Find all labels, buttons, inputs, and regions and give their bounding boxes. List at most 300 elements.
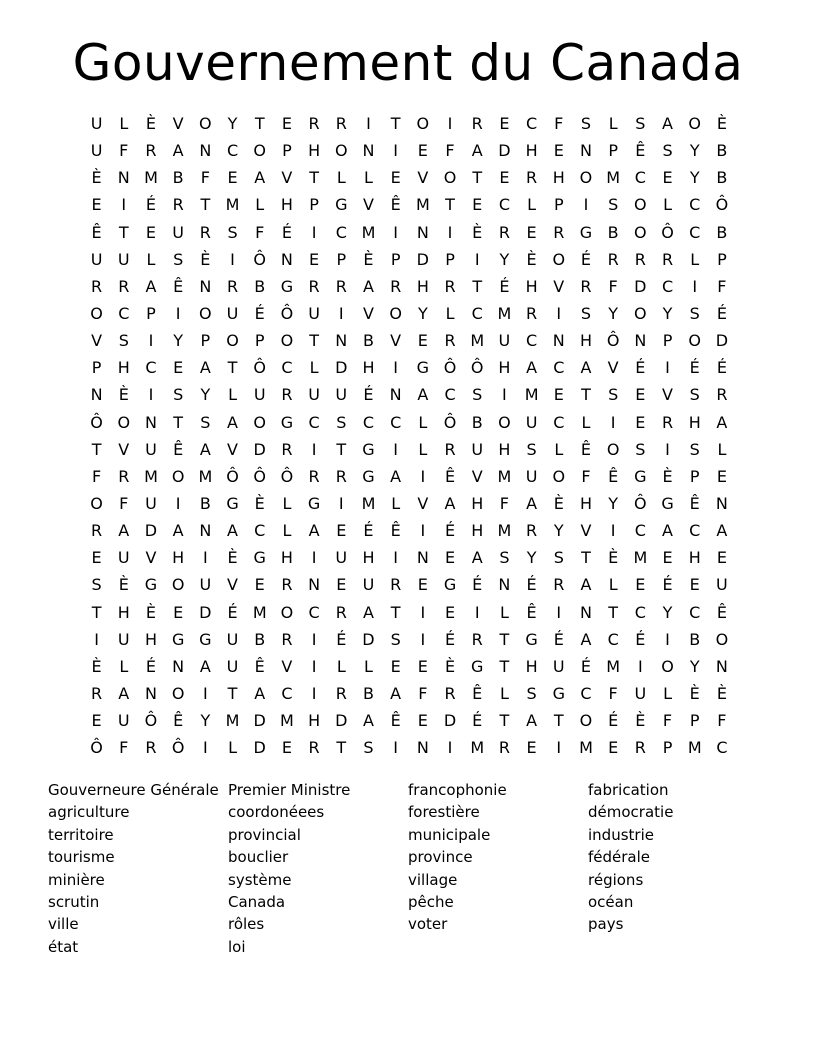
grid-cell[interactable]: U bbox=[117, 711, 130, 731]
grid-cell[interactable]: H bbox=[280, 548, 293, 568]
grid-cell[interactable]: È bbox=[635, 711, 646, 731]
grid-cell[interactable]: H bbox=[416, 276, 429, 296]
grid-cell[interactable]: U bbox=[335, 548, 348, 568]
grid-cell[interactable]: F bbox=[499, 493, 509, 513]
grid-cell[interactable]: C bbox=[634, 602, 646, 622]
grid-cell[interactable]: S bbox=[580, 303, 592, 323]
grid-cell[interactable]: E bbox=[145, 222, 157, 242]
grid-cell[interactable]: T bbox=[336, 738, 347, 758]
grid-cell[interactable]: E bbox=[716, 466, 727, 486]
grid-cell[interactable]: S bbox=[91, 575, 102, 595]
grid-cell[interactable]: N bbox=[172, 656, 185, 676]
grid-cell[interactable]: B bbox=[471, 412, 483, 432]
grid-cell[interactable]: Y bbox=[553, 521, 564, 541]
grid-cell[interactable]: É bbox=[662, 575, 673, 595]
grid-cell[interactable]: I bbox=[393, 548, 399, 568]
grid-cell[interactable]: I bbox=[692, 276, 698, 296]
grid-cell[interactable]: É bbox=[553, 629, 564, 649]
grid-cell[interactable]: R bbox=[526, 521, 538, 541]
grid-cell[interactable]: G bbox=[443, 575, 457, 595]
grid-cell[interactable]: M bbox=[497, 466, 512, 486]
grid-cell[interactable]: O bbox=[498, 412, 511, 432]
grid-cell[interactable]: I bbox=[366, 114, 371, 133]
grid-cell[interactable]: V bbox=[607, 358, 619, 378]
grid-cell[interactable]: L bbox=[309, 358, 319, 378]
grid-cell[interactable]: É bbox=[363, 521, 374, 541]
grid-cell[interactable]: F bbox=[200, 168, 210, 188]
grid-cell[interactable]: C bbox=[553, 412, 565, 432]
grid-cell[interactable]: D bbox=[253, 439, 266, 459]
grid-cell[interactable]: O bbox=[443, 168, 457, 188]
grid-cell[interactable]: I bbox=[420, 466, 426, 486]
grid-cell[interactable]: R bbox=[444, 276, 456, 296]
grid-cell[interactable]: A bbox=[580, 629, 592, 649]
grid-cell[interactable]: O bbox=[253, 141, 267, 161]
grid-cell[interactable]: I bbox=[556, 303, 562, 323]
grid-cell[interactable]: É bbox=[145, 656, 157, 676]
grid-cell[interactable]: F bbox=[119, 738, 129, 758]
grid-cell[interactable]: I bbox=[393, 222, 399, 242]
grid-cell[interactable]: Ô bbox=[443, 358, 457, 378]
grid-cell[interactable]: Ê bbox=[173, 711, 184, 731]
grid-cell[interactable]: H bbox=[308, 711, 321, 731]
grid-cell[interactable]: S bbox=[662, 141, 673, 161]
grid-cell[interactable]: É bbox=[472, 575, 483, 595]
grid-cell[interactable]: B bbox=[689, 629, 701, 649]
grid-cell[interactable]: S bbox=[526, 439, 537, 459]
grid-cell[interactable]: B bbox=[172, 168, 184, 188]
grid-cell[interactable]: O bbox=[552, 249, 566, 269]
grid-cell[interactable]: H bbox=[471, 493, 484, 513]
grid-cell[interactable]: E bbox=[472, 195, 483, 215]
grid-cell[interactable]: Ô bbox=[661, 222, 674, 242]
grid-cell[interactable]: L bbox=[119, 656, 129, 676]
grid-cell[interactable]: L bbox=[364, 168, 373, 188]
grid-cell[interactable]: R bbox=[281, 629, 293, 649]
grid-cell[interactable]: E bbox=[417, 575, 428, 595]
grid-cell[interactable]: M bbox=[415, 195, 430, 215]
grid-cell[interactable]: É bbox=[444, 629, 456, 649]
grid-cell[interactable]: E bbox=[254, 575, 265, 595]
grid-cell[interactable]: R bbox=[471, 629, 483, 649]
grid-cell[interactable]: I bbox=[202, 683, 208, 703]
grid-cell[interactable]: O bbox=[634, 222, 647, 242]
grid-cell[interactable]: É bbox=[580, 656, 592, 676]
grid-cell[interactable]: N bbox=[416, 738, 429, 758]
grid-cell[interactable]: S bbox=[608, 195, 619, 215]
grid-cell[interactable]: I bbox=[311, 439, 317, 459]
grid-cell[interactable]: G bbox=[335, 195, 348, 215]
grid-cell[interactable]: O bbox=[389, 303, 402, 323]
grid-cell[interactable]: E bbox=[336, 575, 347, 595]
grid-cell[interactable]: C bbox=[335, 222, 347, 242]
grid-cell[interactable]: G bbox=[144, 575, 158, 595]
grid-cell[interactable]: V bbox=[417, 493, 429, 513]
grid-cell[interactable]: C bbox=[689, 195, 701, 215]
grid-cell[interactable]: L bbox=[228, 385, 237, 405]
grid-cell[interactable]: A bbox=[471, 548, 483, 568]
grid-cell[interactable]: R bbox=[661, 249, 674, 269]
grid-cell[interactable]: R bbox=[335, 683, 347, 703]
grid-cell[interactable]: Ê bbox=[390, 521, 401, 541]
grid-cell[interactable]: V bbox=[362, 303, 374, 323]
grid-cell[interactable]: L bbox=[364, 656, 373, 676]
grid-cell[interactable]: V bbox=[471, 466, 483, 486]
grid-cell[interactable]: R bbox=[553, 575, 565, 595]
grid-cell[interactable]: R bbox=[390, 276, 402, 296]
grid-cell[interactable]: N bbox=[199, 276, 212, 296]
grid-cell[interactable]: H bbox=[552, 168, 565, 188]
grid-cell[interactable]: E bbox=[417, 656, 428, 676]
grid-cell[interactable]: G bbox=[280, 412, 294, 432]
grid-cell[interactable]: Ô bbox=[253, 358, 267, 378]
grid-cell[interactable]: H bbox=[471, 521, 484, 541]
grid-cell[interactable]: T bbox=[254, 114, 265, 133]
grid-cell[interactable]: H bbox=[579, 493, 592, 513]
grid-cell[interactable]: I bbox=[420, 521, 426, 541]
grid-cell[interactable]: B bbox=[254, 629, 266, 649]
grid-cell[interactable]: E bbox=[281, 738, 292, 758]
grid-cell[interactable]: M bbox=[280, 711, 294, 731]
grid-cell[interactable]: G bbox=[634, 466, 647, 486]
grid-cell[interactable]: O bbox=[90, 303, 103, 323]
grid-cell[interactable]: N bbox=[579, 141, 592, 161]
grid-cell[interactable]: O bbox=[280, 331, 294, 351]
grid-cell[interactable]: V bbox=[281, 168, 293, 188]
grid-cell[interactable]: R bbox=[661, 412, 674, 432]
grid-cell[interactable]: S bbox=[390, 629, 401, 649]
grid-cell[interactable]: M bbox=[252, 602, 267, 622]
grid-cell[interactable]: I bbox=[420, 629, 426, 649]
grid-cell[interactable]: I bbox=[175, 493, 181, 513]
grid-cell[interactable]: G bbox=[362, 466, 375, 486]
grid-cell[interactable]: U bbox=[90, 249, 103, 269]
grid-cell[interactable]: S bbox=[200, 412, 211, 432]
grid-cell[interactable]: O bbox=[226, 331, 239, 351]
grid-cell[interactable]: T bbox=[472, 276, 483, 296]
grid-cell[interactable]: U bbox=[117, 548, 130, 568]
grid-cell[interactable]: D bbox=[335, 358, 348, 378]
grid-cell[interactable]: Ê bbox=[608, 466, 619, 486]
grid-cell[interactable]: Ô bbox=[226, 466, 239, 486]
grid-cell[interactable]: I bbox=[502, 385, 507, 405]
grid-cell[interactable]: È bbox=[716, 114, 727, 133]
grid-cell[interactable]: B bbox=[716, 222, 728, 242]
grid-cell[interactable]: I bbox=[637, 656, 643, 676]
grid-cell[interactable]: R bbox=[91, 683, 103, 703]
grid-cell[interactable]: U bbox=[226, 629, 239, 649]
grid-cell[interactable]: Y bbox=[173, 331, 184, 351]
grid-cell[interactable]: C bbox=[661, 276, 674, 296]
grid-cell[interactable]: I bbox=[474, 602, 480, 622]
grid-cell[interactable]: L bbox=[554, 439, 564, 459]
grid-cell[interactable]: E bbox=[444, 602, 456, 622]
grid-cell[interactable]: È bbox=[608, 548, 619, 568]
grid-cell[interactable]: V bbox=[91, 331, 103, 351]
grid-cell[interactable]: U bbox=[145, 439, 157, 459]
grid-cell[interactable]: A bbox=[362, 711, 374, 731]
grid-cell[interactable]: U bbox=[145, 493, 157, 513]
grid-cell[interactable]: D bbox=[253, 738, 266, 758]
grid-cell[interactable]: B bbox=[716, 168, 728, 188]
grid-cell[interactable]: T bbox=[336, 439, 347, 459]
grid-cell[interactable]: T bbox=[390, 114, 401, 133]
grid-cell[interactable]: C bbox=[226, 141, 239, 161]
grid-cell[interactable]: N bbox=[144, 683, 157, 703]
grid-cell[interactable]: É bbox=[526, 575, 537, 595]
grid-cell[interactable]: G bbox=[552, 683, 565, 703]
grid-cell[interactable]: E bbox=[417, 711, 428, 731]
grid-cell[interactable]: O bbox=[579, 711, 593, 731]
grid-cell[interactable]: Ê bbox=[390, 711, 401, 731]
grid-cell[interactable]: R bbox=[444, 683, 456, 703]
grid-cell[interactable]: M bbox=[606, 168, 621, 188]
grid-cell[interactable]: V bbox=[362, 195, 374, 215]
grid-cell[interactable]: O bbox=[661, 656, 674, 676]
grid-cell[interactable]: L bbox=[418, 412, 428, 432]
grid-cell[interactable]: N bbox=[144, 412, 157, 432]
grid-cell[interactable]: H bbox=[525, 276, 538, 296]
grid-cell[interactable]: O bbox=[606, 439, 620, 459]
grid-cell[interactable]: Y bbox=[200, 385, 211, 405]
grid-cell[interactable]: G bbox=[171, 629, 185, 649]
grid-cell[interactable]: Y bbox=[417, 303, 428, 323]
grid-cell[interactable]: P bbox=[282, 141, 292, 161]
grid-cell[interactable]: U bbox=[471, 439, 484, 459]
grid-cell[interactable]: U bbox=[525, 466, 538, 486]
grid-cell[interactable]: E bbox=[91, 548, 102, 568]
grid-cell[interactable]: C bbox=[362, 412, 375, 432]
grid-cell[interactable]: A bbox=[227, 412, 238, 432]
grid-cell[interactable]: C bbox=[716, 738, 728, 758]
grid-cell[interactable]: T bbox=[581, 385, 591, 405]
grid-cell[interactable]: H bbox=[308, 141, 321, 161]
grid-cell[interactable]: O bbox=[552, 466, 566, 486]
grid-cell[interactable]: L bbox=[228, 738, 237, 758]
grid-cell[interactable]: Y bbox=[689, 141, 700, 161]
grid-cell[interactable]: E bbox=[608, 738, 619, 758]
grid-cell[interactable]: E bbox=[173, 602, 184, 622]
grid-cell[interactable]: É bbox=[444, 521, 456, 541]
grid-cell[interactable]: Y bbox=[662, 602, 673, 622]
grid-cell[interactable]: P bbox=[146, 303, 156, 323]
grid-cell[interactable]: A bbox=[662, 521, 673, 541]
grid-cell[interactable]: N bbox=[362, 141, 375, 161]
grid-cell[interactable]: Ô bbox=[144, 711, 158, 731]
grid-cell[interactable]: R bbox=[335, 114, 347, 133]
grid-cell[interactable]: L bbox=[663, 195, 672, 215]
grid-cell[interactable]: R bbox=[716, 385, 728, 405]
grid-cell[interactable]: L bbox=[255, 195, 265, 215]
grid-cell[interactable]: H bbox=[144, 629, 157, 649]
grid-cell[interactable]: È bbox=[91, 168, 102, 188]
grid-cell[interactable]: C bbox=[526, 114, 538, 133]
grid-cell[interactable]: Y bbox=[499, 249, 510, 269]
grid-cell[interactable]: É bbox=[689, 358, 700, 378]
grid-cell[interactable]: U bbox=[498, 331, 511, 351]
grid-cell[interactable]: E bbox=[499, 168, 510, 188]
grid-cell[interactable]: B bbox=[254, 276, 266, 296]
grid-cell[interactable]: A bbox=[172, 521, 184, 541]
grid-cell[interactable]: I bbox=[121, 195, 127, 215]
grid-cell[interactable]: C bbox=[498, 195, 510, 215]
grid-cell[interactable]: P bbox=[390, 249, 401, 269]
grid-cell[interactable]: M bbox=[144, 466, 158, 486]
grid-cell[interactable]: L bbox=[445, 303, 455, 323]
grid-cell[interactable]: H bbox=[362, 358, 375, 378]
grid-cell[interactable]: É bbox=[363, 385, 374, 405]
grid-cell[interactable]: H bbox=[525, 141, 538, 161]
grid-cell[interactable]: I bbox=[665, 358, 670, 378]
grid-cell[interactable]: D bbox=[715, 331, 729, 351]
grid-cell[interactable]: H bbox=[688, 412, 701, 432]
grid-cell[interactable]: O bbox=[715, 629, 729, 649]
grid-cell[interactable]: M bbox=[606, 656, 621, 676]
grid-cell[interactable]: F bbox=[119, 141, 129, 161]
grid-cell[interactable]: H bbox=[498, 439, 511, 459]
grid-cell[interactable]: N bbox=[498, 575, 511, 595]
grid-cell[interactable]: L bbox=[717, 439, 727, 459]
grid-cell[interactable]: O bbox=[688, 331, 702, 351]
grid-cell[interactable]: O bbox=[253, 412, 267, 432]
grid-cell[interactable]: R bbox=[444, 439, 456, 459]
grid-cell[interactable]: U bbox=[226, 656, 239, 676]
grid-cell[interactable]: G bbox=[525, 629, 538, 649]
grid-cell[interactable]: Ê bbox=[444, 466, 456, 486]
grid-cell[interactable]: I bbox=[393, 439, 399, 459]
grid-cell[interactable]: N bbox=[90, 385, 103, 405]
grid-cell[interactable]: L bbox=[499, 602, 509, 622]
grid-cell[interactable]: I bbox=[556, 738, 562, 758]
grid-cell[interactable]: N bbox=[416, 548, 429, 568]
grid-cell[interactable]: Ô bbox=[606, 331, 620, 351]
grid-cell[interactable]: R bbox=[91, 521, 103, 541]
grid-cell[interactable]: L bbox=[282, 521, 292, 541]
grid-cell[interactable]: I bbox=[230, 249, 235, 269]
grid-cell[interactable]: I bbox=[474, 249, 480, 269]
grid-cell[interactable]: E bbox=[336, 521, 347, 541]
grid-cell[interactable]: V bbox=[390, 331, 402, 351]
grid-cell[interactable]: F bbox=[91, 466, 102, 486]
grid-cell[interactable]: D bbox=[144, 521, 158, 541]
grid-cell[interactable]: V bbox=[118, 439, 130, 459]
grid-cell[interactable]: Ê bbox=[716, 602, 727, 622]
grid-cell[interactable]: É bbox=[716, 303, 727, 323]
grid-cell[interactable]: N bbox=[308, 575, 321, 595]
grid-cell[interactable]: M bbox=[524, 385, 539, 405]
grid-cell[interactable]: R bbox=[553, 222, 565, 242]
grid-cell[interactable]: T bbox=[227, 683, 238, 703]
grid-cell[interactable]: S bbox=[635, 439, 646, 459]
grid-cell[interactable]: C bbox=[607, 629, 619, 649]
grid-cell[interactable]: É bbox=[336, 629, 347, 649]
grid-cell[interactable]: Ô bbox=[443, 412, 457, 432]
grid-cell[interactable]: Ô bbox=[715, 195, 729, 215]
grid-cell[interactable]: P bbox=[336, 249, 347, 269]
grid-cell[interactable]: Ô bbox=[280, 303, 294, 323]
grid-cell[interactable]: E bbox=[635, 412, 646, 432]
grid-cell[interactable]: S bbox=[472, 385, 483, 405]
grid-cell[interactable]: S bbox=[173, 385, 184, 405]
grid-cell[interactable]: Y bbox=[608, 303, 619, 323]
grid-cell[interactable]: C bbox=[281, 683, 293, 703]
grid-cell[interactable]: R bbox=[634, 738, 646, 758]
grid-cell[interactable]: Ê bbox=[689, 493, 700, 513]
grid-cell[interactable]: M bbox=[144, 168, 158, 188]
grid-cell[interactable]: É bbox=[608, 711, 619, 731]
grid-cell[interactable]: C bbox=[634, 168, 646, 188]
grid-cell[interactable]: U bbox=[226, 303, 239, 323]
grid-cell[interactable]: V bbox=[227, 439, 238, 459]
grid-cell[interactable]: P bbox=[717, 249, 727, 269]
grid-cell[interactable]: Ê bbox=[526, 602, 537, 622]
grid-cell[interactable]: C bbox=[634, 521, 646, 541]
grid-cell[interactable]: U bbox=[362, 575, 375, 595]
grid-cell[interactable]: A bbox=[362, 276, 374, 296]
grid-cell[interactable]: Ô bbox=[253, 249, 267, 269]
grid-cell[interactable]: C bbox=[308, 412, 320, 432]
grid-cell[interactable]: P bbox=[254, 331, 265, 351]
grid-cell[interactable]: R bbox=[308, 276, 320, 296]
grid-cell[interactable]: A bbox=[526, 493, 538, 513]
grid-cell[interactable]: F bbox=[554, 114, 564, 133]
grid-cell[interactable]: T bbox=[91, 439, 102, 459]
grid-cell[interactable]: E bbox=[91, 195, 102, 215]
grid-cell[interactable]: I bbox=[393, 738, 399, 758]
grid-cell[interactable]: H bbox=[362, 548, 375, 568]
grid-cell[interactable]: S bbox=[363, 738, 374, 758]
grid-cell[interactable]: È bbox=[118, 575, 129, 595]
grid-cell[interactable]: P bbox=[200, 331, 211, 351]
grid-cell[interactable]: A bbox=[362, 602, 374, 622]
grid-cell[interactable]: I bbox=[556, 602, 562, 622]
grid-cell[interactable]: E bbox=[526, 738, 537, 758]
grid-cell[interactable]: A bbox=[199, 439, 211, 459]
grid-cell[interactable]: L bbox=[336, 656, 346, 676]
grid-cell[interactable]: I bbox=[311, 548, 317, 568]
grid-cell[interactable]: T bbox=[608, 602, 619, 622]
grid-cell[interactable]: Y bbox=[227, 114, 238, 133]
grid-cell[interactable]: T bbox=[499, 629, 510, 649]
grid-cell[interactable]: E bbox=[635, 575, 646, 595]
grid-cell[interactable]: O bbox=[171, 575, 185, 595]
grid-cell[interactable]: E bbox=[662, 548, 673, 568]
grid-cell[interactable]: F bbox=[445, 141, 455, 161]
grid-cell[interactable]: È bbox=[145, 114, 157, 133]
grid-cell[interactable]: U bbox=[335, 385, 348, 405]
grid-cell[interactable]: R bbox=[281, 385, 293, 405]
grid-cell[interactable]: A bbox=[254, 683, 266, 703]
grid-cell[interactable]: U bbox=[308, 303, 320, 323]
grid-cell[interactable]: E bbox=[91, 711, 102, 731]
grid-cell[interactable]: C bbox=[281, 358, 293, 378]
grid-cell[interactable]: N bbox=[552, 331, 565, 351]
grid-cell[interactable]: I bbox=[447, 114, 453, 133]
grid-cell[interactable]: H bbox=[498, 358, 511, 378]
grid-cell[interactable]: E bbox=[499, 114, 510, 133]
grid-cell[interactable]: C bbox=[689, 222, 701, 242]
grid-cell[interactable]: E bbox=[716, 548, 727, 568]
grid-cell[interactable]: S bbox=[689, 439, 700, 459]
grid-cell[interactable]: P bbox=[689, 466, 700, 486]
grid-cell[interactable]: E bbox=[417, 331, 428, 351]
grid-cell[interactable]: Ê bbox=[390, 195, 401, 215]
grid-cell[interactable]: B bbox=[199, 493, 211, 513]
grid-cell[interactable]: Ô bbox=[90, 412, 103, 432]
grid-cell[interactable]: R bbox=[281, 439, 293, 459]
grid-cell[interactable]: D bbox=[362, 629, 375, 649]
grid-cell[interactable]: N bbox=[416, 222, 429, 242]
